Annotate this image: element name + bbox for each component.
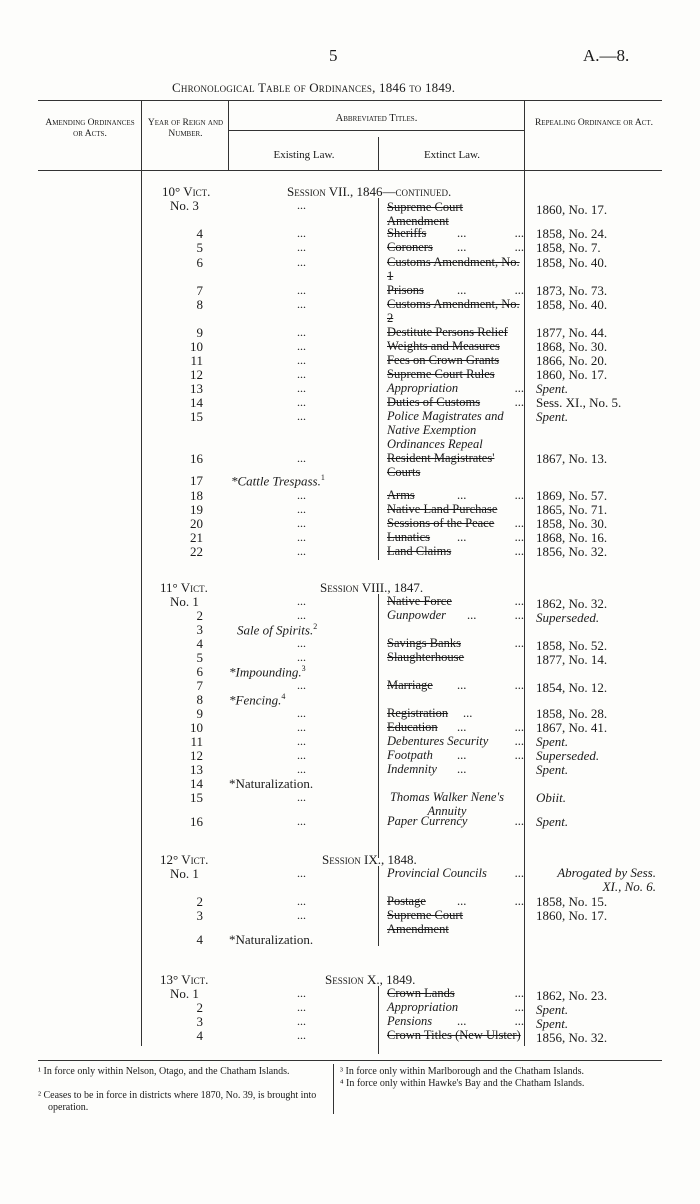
ordinance-number: 12 bbox=[190, 748, 203, 763]
existing-law: *Cattle Trespass. bbox=[231, 473, 321, 489]
repealing-act: 1858, No. 30. bbox=[536, 516, 608, 531]
dots: ... bbox=[297, 325, 306, 339]
dots: ... bbox=[457, 1014, 467, 1028]
ordinance-number: 6 bbox=[196, 664, 203, 679]
repealing-act: Spent. bbox=[536, 814, 569, 829]
header-extinct: Extinct Law. bbox=[423, 149, 481, 161]
dots: ... bbox=[514, 748, 524, 762]
dots: ... bbox=[514, 395, 524, 409]
existing-law: *Naturalization. bbox=[229, 776, 314, 791]
dots: ... bbox=[457, 240, 467, 254]
ordinance-number: 13 bbox=[190, 381, 203, 396]
dots: ... bbox=[457, 720, 467, 734]
dots: ... bbox=[297, 544, 306, 558]
ordinance-number: 3 bbox=[196, 622, 203, 637]
table-bottom-rule bbox=[38, 1060, 662, 1061]
ordinance-number: 6 bbox=[196, 255, 203, 270]
abbrev-title-rule bbox=[228, 130, 524, 131]
dots: ... bbox=[467, 608, 477, 622]
header-year: Year of Reign and Number. bbox=[147, 118, 224, 139]
dots: ... bbox=[514, 226, 524, 240]
repealing-act: Spent. bbox=[536, 1002, 569, 1017]
dots: ... bbox=[514, 720, 524, 734]
ordinance-number: 18 bbox=[190, 488, 203, 503]
dots: ... bbox=[514, 986, 524, 1000]
footnote-4: ⁴ In force only within Hawke's Bay and the Chatham Islands. bbox=[340, 1078, 585, 1089]
dots: ... bbox=[297, 516, 306, 530]
footnote-marker: 2 bbox=[313, 622, 318, 631]
s7-session-title: Session VII., 1846—continued. bbox=[287, 184, 452, 199]
footnote-marker: 4 bbox=[281, 692, 286, 701]
dots: ... bbox=[457, 488, 467, 502]
repealing-act: Superseded. bbox=[536, 748, 600, 763]
ordinance-number: 21 bbox=[190, 530, 203, 545]
s8-year: 11° Vict. bbox=[160, 580, 208, 595]
repealing-act: Spent. bbox=[536, 409, 569, 424]
dots: ... bbox=[297, 650, 306, 664]
page-number: 5 bbox=[329, 46, 338, 65]
extinct-law: Paper Currency bbox=[387, 814, 468, 828]
footnote-3: ³ In force only within Marlborough and the Chatham Islands. bbox=[340, 1066, 585, 1077]
extinct-law: Supreme Court Amendment bbox=[387, 908, 464, 936]
extinct-law: Destitute Persons Relief bbox=[387, 325, 508, 339]
ordinance-number: 12 bbox=[190, 367, 203, 382]
extinct-law: Sessions of the Peace bbox=[387, 516, 495, 530]
repealing-act: 1856, No. 32. bbox=[536, 1030, 608, 1045]
ordinance-number: 17 bbox=[190, 473, 203, 488]
dots: ... bbox=[297, 297, 306, 311]
extinct-law: Weights and Measures bbox=[387, 339, 500, 353]
repealing-act: 1858, No. 40. bbox=[536, 255, 608, 270]
dots: ... bbox=[297, 894, 306, 908]
dots: ... bbox=[514, 488, 524, 502]
dots: ... bbox=[297, 986, 306, 1000]
footnote-marker: 3 bbox=[301, 664, 306, 673]
column-divider-abbrev bbox=[524, 100, 525, 1046]
extinct-law: Footpath bbox=[387, 748, 433, 762]
dots: ... bbox=[297, 790, 306, 804]
header-amending: Amending Ordinances or Acts. bbox=[45, 118, 135, 139]
dots: ... bbox=[297, 353, 306, 367]
dots: ... bbox=[297, 488, 306, 502]
s10-year: 13° Vict. bbox=[160, 972, 209, 987]
dots: ... bbox=[463, 706, 473, 720]
extinct-law: Pensions bbox=[387, 1014, 433, 1028]
dots: ... bbox=[514, 814, 524, 828]
dots: ... bbox=[297, 339, 306, 353]
extinct-law: Appropriation bbox=[387, 381, 459, 395]
footnote-marker: 1 bbox=[320, 473, 325, 482]
repealing-act: 1860, No. 17. bbox=[536, 367, 608, 382]
ordinance-number: 16 bbox=[190, 451, 203, 466]
dots: ... bbox=[297, 748, 306, 762]
dots: ... bbox=[514, 283, 524, 297]
dots: ... bbox=[297, 734, 306, 748]
dots: ... bbox=[297, 198, 306, 212]
dots: ... bbox=[297, 530, 306, 544]
ordinance-number: 7 bbox=[196, 283, 203, 298]
repealing-act: 1862, No. 23. bbox=[536, 988, 608, 1003]
table-top-rule bbox=[38, 100, 662, 101]
existing-law: *Fencing. bbox=[229, 692, 282, 708]
ordinance-number: 9 bbox=[196, 706, 203, 721]
extinct-law: Customs Amendment, No. 2 bbox=[387, 297, 520, 325]
dots: ... bbox=[514, 516, 524, 530]
dots: ... bbox=[297, 240, 306, 254]
ordinance-number: 16 bbox=[190, 814, 203, 829]
dots: ... bbox=[514, 381, 524, 395]
ordinance-number: 2 bbox=[196, 894, 203, 909]
repealing-act: 1858, No. 15. bbox=[536, 894, 608, 909]
ordinance-number: 14 bbox=[190, 395, 203, 410]
ordinance-number: 10 bbox=[190, 339, 203, 354]
dots: ... bbox=[297, 409, 306, 423]
repealing-act: 1869, No. 57. bbox=[536, 488, 608, 503]
s7-year: 10° Vict. bbox=[162, 184, 211, 199]
repealing-act: 1867, No. 13. bbox=[536, 451, 608, 466]
repealing-act: 1854, No. 12. bbox=[536, 680, 608, 695]
repealing-act: 1856, No. 32. bbox=[536, 544, 608, 559]
existing-law: *Impounding. bbox=[229, 664, 302, 680]
extinct-law: Land Claims bbox=[387, 544, 452, 558]
extinct-law: Sheriffs bbox=[387, 226, 427, 240]
footnote-1: ¹ In force only within Nelson, Otago, and the Chatham Islands. bbox=[38, 1066, 290, 1077]
dots: ... bbox=[297, 594, 306, 608]
extinct-law: Debentures Security bbox=[387, 734, 489, 748]
ordinance-number: 8 bbox=[196, 692, 203, 707]
extinct-law: Education bbox=[387, 720, 438, 734]
dots: ... bbox=[514, 894, 524, 908]
repealing-act: 1867, No. 41. bbox=[536, 720, 608, 735]
ordinance-number: 8 bbox=[196, 297, 203, 312]
dots: ... bbox=[297, 866, 306, 880]
dots: ... bbox=[514, 1014, 524, 1028]
ordinance-number: 5 bbox=[196, 650, 203, 665]
s9-year: 12° Vict. bbox=[160, 852, 209, 867]
dots: ... bbox=[297, 678, 306, 692]
ordinance-number: 15 bbox=[190, 409, 203, 424]
extinct-law: Police Magistrates and Native Exemption Ordinances Repeal bbox=[387, 409, 504, 451]
extinct-law: Native Land Purchase bbox=[387, 502, 498, 516]
dots: ... bbox=[514, 608, 524, 622]
ordinance-number: 11 bbox=[190, 353, 203, 368]
extinct-law: Prisons bbox=[387, 283, 424, 297]
ordinance-number: 7 bbox=[196, 678, 203, 693]
dots: ... bbox=[457, 283, 467, 297]
column-divider-existing-header bbox=[378, 137, 379, 170]
ordinance-number: 19 bbox=[190, 502, 203, 517]
repealing-act: 1868, No. 16. bbox=[536, 530, 608, 545]
repealing-act: 1858, No. 28. bbox=[536, 706, 608, 721]
column-divider-year bbox=[228, 100, 229, 170]
extinct-law: Customs Amendment, No. 1 bbox=[387, 255, 520, 283]
repealing-act: 1860, No. 17. bbox=[536, 908, 608, 923]
s10-number: No. 1 bbox=[170, 986, 199, 1001]
dots: ... bbox=[297, 706, 306, 720]
dots: ... bbox=[297, 255, 306, 269]
page-title: Chronological Table of Ordinances, 1846 to 1849. bbox=[172, 80, 456, 95]
repealing-act: Spent. bbox=[536, 734, 569, 749]
dots: ... bbox=[297, 1000, 306, 1014]
ordinance-number: 15 bbox=[190, 790, 203, 805]
dots: ... bbox=[514, 866, 524, 880]
s10-session-title: Session X., 1849. bbox=[325, 972, 416, 987]
s9-number: No. 1 bbox=[170, 866, 199, 881]
ordinance-number: 4 bbox=[196, 1028, 203, 1043]
ordinance-number: 3 bbox=[196, 908, 203, 923]
repealing-act: 1858, No. 7. bbox=[536, 240, 601, 255]
ordinance-number: 3 bbox=[196, 1014, 203, 1029]
repealing-act: 1877, No. 14. bbox=[536, 652, 608, 667]
ordinance-number: 10 bbox=[190, 720, 203, 735]
s9-session-title: Session IX., 1848. bbox=[322, 852, 417, 867]
dots: ... bbox=[297, 1014, 306, 1028]
dots: ... bbox=[297, 762, 306, 776]
table-header-rule bbox=[38, 170, 662, 171]
s9-divider bbox=[378, 866, 379, 946]
extinct-law: Native Force bbox=[387, 594, 452, 608]
dots: ... bbox=[297, 502, 306, 516]
dots: ... bbox=[297, 608, 306, 622]
repealing-act: Abrogated by Sess. XI., No. 6. bbox=[557, 865, 656, 894]
dots: ... bbox=[297, 1028, 306, 1042]
ordinance-number: 5 bbox=[196, 240, 203, 255]
dots: ... bbox=[297, 283, 306, 297]
repealing-act: 1865, No. 71. bbox=[536, 502, 608, 517]
dots: ... bbox=[514, 544, 524, 558]
header-existing: Existing Law. bbox=[273, 149, 335, 161]
ordinance-number: 9 bbox=[196, 325, 203, 340]
ordinance-number: 13 bbox=[190, 762, 203, 777]
repealing-act: Spent. bbox=[536, 1016, 569, 1031]
dots: ... bbox=[297, 814, 306, 828]
extinct-law: Lunatics bbox=[387, 530, 431, 544]
dots: ... bbox=[297, 226, 306, 240]
extinct-law: Crown Titles (New Ulster) bbox=[387, 1028, 521, 1042]
ordinance-number: 4 bbox=[196, 932, 203, 947]
extinct-law: Coroners bbox=[387, 240, 433, 254]
dots: ... bbox=[514, 530, 524, 544]
s8-number: No. 1 bbox=[170, 594, 199, 609]
repealing-act: 1858, No. 52. bbox=[536, 638, 608, 653]
dots: ... bbox=[297, 381, 306, 395]
ordinance-number: 2 bbox=[196, 1000, 203, 1015]
existing-law: *Naturalization. bbox=[229, 932, 314, 947]
dots: ... bbox=[514, 594, 524, 608]
extinct-law: Savings Banks bbox=[387, 636, 461, 650]
extinct-law: Indemnity bbox=[387, 762, 437, 776]
dots: ... bbox=[514, 678, 524, 692]
repealing-act: 1862, No. 32. bbox=[536, 596, 608, 611]
repealing-act: Spent. bbox=[536, 762, 569, 777]
extinct-law: Gunpowder bbox=[387, 608, 447, 622]
dots: ... bbox=[457, 748, 467, 762]
repealing-act: Superseded. bbox=[536, 610, 600, 625]
s8-divider bbox=[378, 594, 379, 858]
s7-divider bbox=[378, 198, 379, 560]
repealing-act: Obiit. bbox=[536, 790, 566, 805]
ordinance-number: 11 bbox=[190, 734, 203, 749]
repealing-act: 1858, No. 24. bbox=[536, 226, 608, 241]
repealing-act: 1868, No. 30. bbox=[536, 339, 608, 354]
repealing-act: Spent. bbox=[536, 381, 569, 396]
extinct-law: Supreme Court Rules bbox=[387, 367, 495, 381]
dots: ... bbox=[457, 226, 467, 240]
extinct-law: Provincial Councils bbox=[387, 866, 487, 880]
extinct-law: Fees on Crown Grants bbox=[387, 353, 500, 367]
existing-law: Sale of Spirits. bbox=[237, 622, 314, 638]
dots: ... bbox=[297, 451, 306, 465]
dots: ... bbox=[457, 530, 467, 544]
repealing-act: 1877, No. 44. bbox=[536, 325, 608, 340]
extinct-law: Registration bbox=[387, 706, 449, 720]
s7-number: No. 3 bbox=[170, 198, 199, 213]
extinct-law: Slaughterhouse bbox=[387, 650, 465, 664]
dots: ... bbox=[457, 762, 467, 776]
ordinance-number: 4 bbox=[196, 636, 203, 651]
dots: ... bbox=[514, 1000, 524, 1014]
dots: ... bbox=[514, 734, 524, 748]
extinct-law: Marriage bbox=[387, 678, 433, 692]
s8-session-title: Session VIII., 1847. bbox=[320, 580, 424, 595]
header-abbrev: Abbreviated Titles. bbox=[335, 113, 418, 124]
ordinance-number: 2 bbox=[196, 608, 203, 623]
dots: ... bbox=[297, 636, 306, 650]
extinct-law: Supreme Court Amendment bbox=[387, 200, 464, 228]
document-reference: A.—8. bbox=[583, 46, 630, 65]
dots: ... bbox=[457, 678, 467, 692]
ordinance-number: 20 bbox=[190, 516, 203, 531]
ordinance-number: 14 bbox=[190, 776, 203, 791]
dots: ... bbox=[514, 240, 524, 254]
extinct-law: Crown Lands bbox=[387, 986, 455, 1000]
dots: ... bbox=[457, 894, 467, 908]
repealing-act: 1858, No. 40. bbox=[536, 297, 608, 312]
dots: ... bbox=[297, 720, 306, 734]
extinct-law: Duties of Customs bbox=[387, 395, 481, 409]
repealing-act: 1873, No. 73. bbox=[536, 283, 608, 298]
footnote-2: ² Ceases to be in force in districts where 1870, No. 39, is brought into operation. bbox=[38, 1090, 317, 1113]
s10-divider bbox=[378, 986, 379, 1054]
extinct-law: Postage bbox=[387, 894, 426, 908]
extinct-law: Arms bbox=[387, 488, 415, 502]
header-repealing: Repealing Ordinance or Act. bbox=[534, 118, 654, 128]
dots: ... bbox=[297, 395, 306, 409]
extinct-law: Thomas Walker Nene's Annuity bbox=[389, 790, 504, 818]
ordinance-number: 22 bbox=[190, 544, 203, 559]
repealing-act: Sess. XI., No. 5. bbox=[536, 395, 622, 410]
column-divider-amending bbox=[141, 100, 142, 1046]
repealing-act: 1860, No. 17. bbox=[536, 202, 608, 217]
dots: ... bbox=[297, 367, 306, 381]
extinct-law: Resident Magistrates' Courts bbox=[387, 451, 495, 479]
dots: ... bbox=[297, 908, 306, 922]
ordinance-number: 4 bbox=[196, 226, 203, 241]
extinct-law: Appropriation bbox=[387, 1000, 459, 1014]
repealing-act: 1866, No. 20. bbox=[536, 353, 608, 368]
dots: ... bbox=[514, 636, 524, 650]
